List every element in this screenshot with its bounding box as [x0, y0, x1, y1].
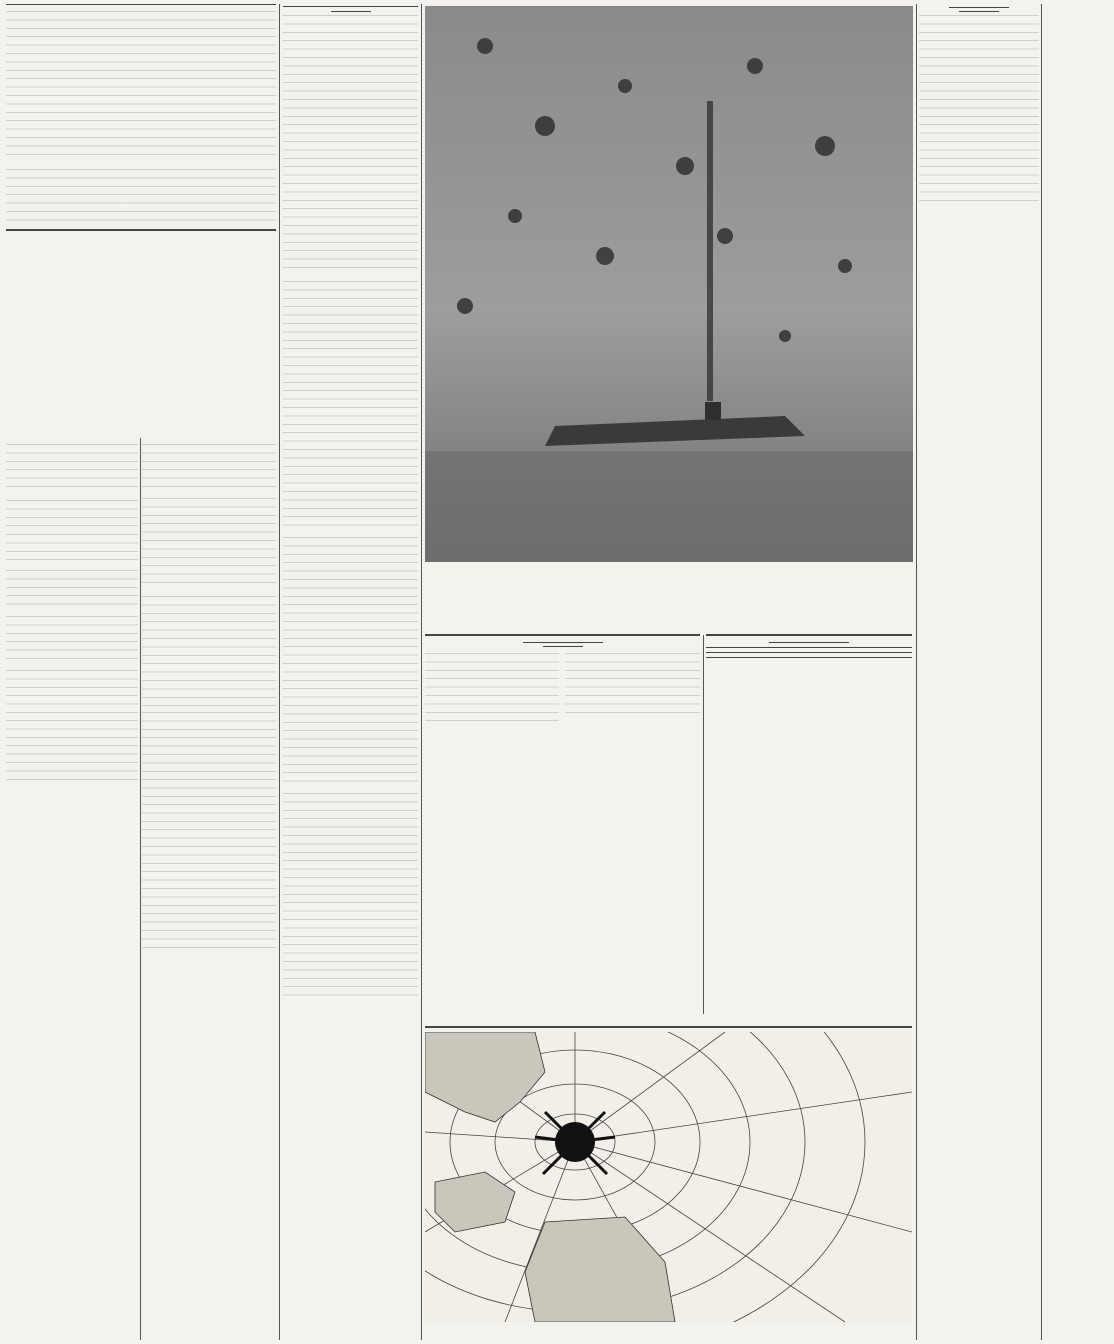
- column-rule: [1041, 4, 1042, 1340]
- editorial-text-continued: [6, 11, 276, 161]
- news-item: [6, 500, 138, 528]
- hitler-article: [283, 0, 418, 1003]
- news-item: [6, 670, 138, 714]
- pacific-photo-story: [425, 0, 913, 630]
- raids-column-display: [919, 4, 1039, 201]
- editorial-bottom-rule: [6, 229, 276, 231]
- masthead-rule: [6, 4, 276, 5]
- column-rule: [279, 4, 280, 1340]
- night-medical-text-continued: [6, 169, 276, 225]
- column-rule: [421, 4, 422, 1340]
- news-item: [6, 534, 138, 564]
- coral-sea-article: [425, 630, 700, 729]
- spider-web-map: [425, 1032, 912, 1322]
- column-rule: [140, 438, 141, 1340]
- news-item: [6, 616, 138, 664]
- news-of-the-day: [6, 438, 138, 780]
- news-column-2: [142, 438, 276, 954]
- pacific-photo: [425, 6, 913, 562]
- aircraft-carrier-photo: [425, 6, 913, 562]
- column-editorial: [6, 0, 276, 235]
- news-item: [6, 570, 138, 610]
- column-rule: [703, 635, 704, 1014]
- map-cartoon: [425, 1022, 912, 1342]
- news-item: [6, 444, 138, 494]
- column-rule: [916, 4, 917, 1340]
- stop-travel-column: [706, 630, 912, 1020]
- news-item: [6, 720, 138, 780]
